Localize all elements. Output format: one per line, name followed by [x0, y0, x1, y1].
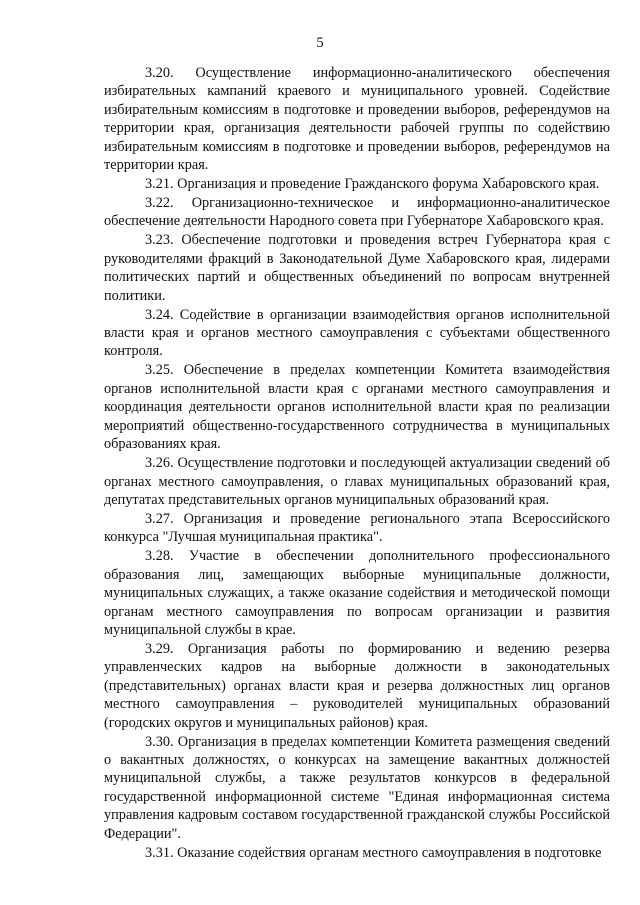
paragraph-3-22: [104, 194, 610, 231]
paragraph-number: 3.30.: [145, 733, 174, 750]
paragraph-text: Осуществление информационно-аналитического обеспечения избирательных кампаний краевого и муниципального уровней. Содействие избирательным комиссиям в подготовке и проведении выборов, референдумов на территории края, организация деятельности рабочей группы по содействию избирательным комиссиям в подготовке и проведении выборов, референдумов на территории края.: [104, 65, 610, 174]
paragraph-3-24: [104, 306, 610, 361]
paragraph-3-25: [104, 361, 610, 453]
paragraph-number: 3.20.: [145, 65, 174, 81]
paragraph-text: Осуществление подготовки и последующей актуализации сведений об органах местного самоуправления, о главах муниципальных образований края, депутатах представительных органов муниципальных образований края.: [104, 455, 610, 508]
paragraph-3-26: [104, 454, 610, 509]
paragraph-text: Обеспечение в пределах компетенции Комитета взаимодействия органов исполнительной власти края с органами местного самоуправления и координация деятельности органов исполнительной власти края по реализации мероприятий общественно-государственного сотрудничества в муниципальных образованиях края.: [104, 362, 611, 453]
paragraph-number: 3.23.: [145, 232, 174, 249]
paragraph-text: Организация работы по формированию и ведению резерва управленческих кадров на выборные должности в законодательных (представительных) органах власти края и резерва должностных лиц органов местного самоуправления – руководителей муниципальных образований (городских округов и муниципальных районов) края.: [104, 640, 610, 731]
paragraph-text: Организация и проведение регионального этапа Всероссийского конкурса "Лучшая муниципальная практика".: [104, 510, 610, 546]
paragraph-number: 3.24.: [145, 306, 174, 323]
paragraph-3-28: [104, 547, 610, 639]
paragraph-3-30: [104, 733, 610, 843]
paragraph-3-31: [104, 844, 610, 862]
paragraph-number: 3.29.: [145, 640, 174, 657]
page-number: 5: [316, 35, 324, 51]
paragraph-3-29: [104, 640, 610, 732]
paragraph-number: 3.27.: [145, 510, 174, 527]
paragraph-3-23: [104, 231, 610, 305]
paragraph-number: 3.31.: [145, 844, 174, 861]
paragraph-number: 3.22.: [145, 195, 174, 212]
paragraph-3-21: [104, 175, 610, 193]
paragraph-text: Обеспечение подготовки и проведения встреч Губернатора края с руководителями фракций в Законодательной Думе Хабаровского края, лидерами политических партий и общественных объединений по вопросам внутренней политики.: [104, 232, 611, 304]
paragraph-text: Содействие в организации взаимодействия органов исполнительной власти края и органов местного самоуправления с субъектами общественного контроля.: [104, 306, 610, 360]
paragraph-text: Организация и проведение Гражданского форума Хабаровского края.: [177, 176, 600, 193]
paragraph-number: 3.25.: [145, 362, 174, 379]
paragraph-number: 3.21.: [145, 176, 174, 193]
document-body: [104, 64, 610, 863]
paragraph-3-20: [104, 64, 610, 174]
paragraph-text: Организационно-техническое и информационно-аналитическое обеспечение деятельности Народного совета при Губернаторе Хабаровского края.: [104, 195, 611, 230]
paragraph-text: Организация в пределах компетенции Комитета размещения сведений о вакантных должностях, о конкурсах на замещение вакантных должностей муниципальной службы, а также результатов конкурсов в федеральной государственной информационной системе "Единая информационная система управления кадровым составом государственной гражданской службы Российской Федерации".: [104, 733, 610, 842]
paragraph-text: Участие в обеспечении дополнительного профессионального образования лиц, замещающих выборные муниципальные должности, муниципальных служащих, а также оказание содействия и методической помощи органам местного самоуправления по вопросам организации и развития муниципальной службы в крае.: [104, 548, 610, 638]
paragraph-3-27: [104, 510, 610, 547]
paragraph-text: Оказание содействия органам местного самоуправления в подготовке: [177, 844, 602, 861]
paragraph-number: 3.26.: [145, 455, 174, 472]
paragraph-number: 3.28.: [145, 548, 174, 565]
